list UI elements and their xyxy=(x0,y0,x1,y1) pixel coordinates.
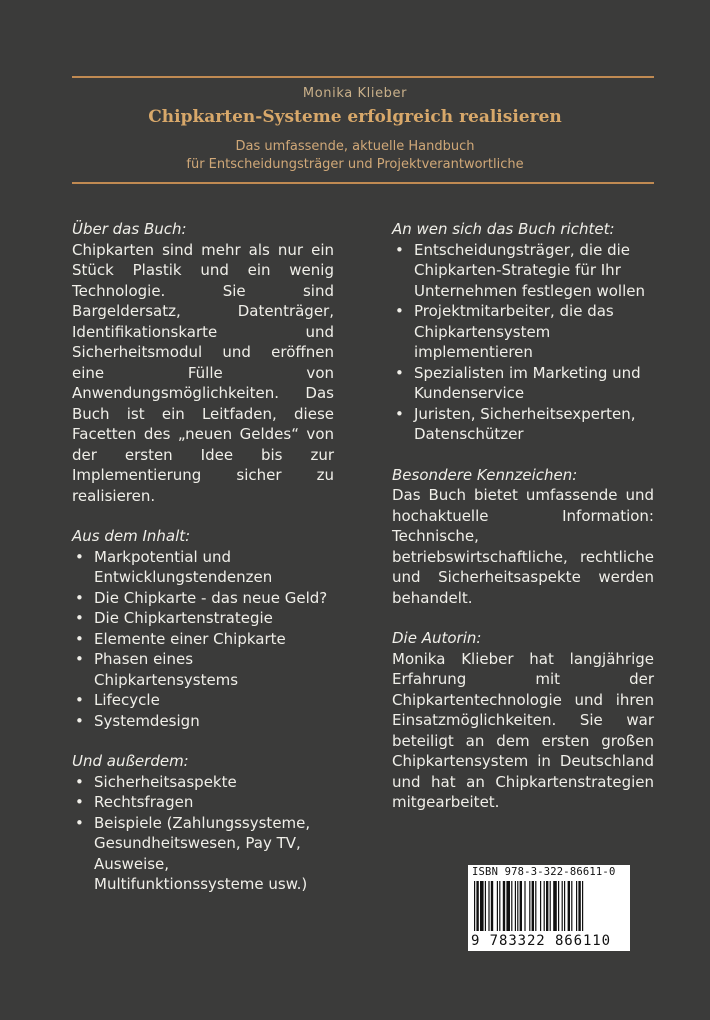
top-rule xyxy=(72,76,654,78)
author-heading: Die Autorin: xyxy=(392,629,482,647)
barcode-bar xyxy=(576,881,577,931)
isbn-label: ISBN 978-3-322-86611-0 xyxy=(472,866,616,878)
about-section xyxy=(72,219,334,506)
barcode-bar xyxy=(491,881,493,931)
barcode-bar xyxy=(503,881,505,931)
author-name: Monika Klieber xyxy=(302,86,408,101)
barcode-bar xyxy=(535,881,536,931)
audience-heading: An wen sich das Buch richtet: xyxy=(392,220,615,238)
list-item: • Sicherheitsaspekte xyxy=(72,772,334,793)
barcode-bar xyxy=(488,881,489,931)
barcode-bar xyxy=(578,881,580,931)
subtitle-line-2: für Entscheidungsträger und Projektverantwortliche xyxy=(186,157,524,172)
barcode-bar xyxy=(568,881,570,931)
barcode-bar xyxy=(485,881,486,931)
barcode-bar xyxy=(558,881,559,931)
barcode-bar xyxy=(480,881,484,931)
book-subtitle xyxy=(0,138,710,174)
author-text: Monika Klieber hat langjährige Erfahrung mit der Chipkartentechnologie und ihren Einsatzmöglichkeiten. Sie war beteiligt an dem ersten großen Chipkartensystem in Deutschland und hat an Chipkartenstrategien mitgearbeitet. xyxy=(392,649,654,811)
extra-list xyxy=(72,772,334,895)
barcode-bar xyxy=(474,881,475,931)
barcode-bar xyxy=(524,881,525,931)
barcode-bar xyxy=(562,881,563,931)
contents-list xyxy=(72,547,334,732)
features-heading: Besondere Kennzeichen: xyxy=(392,465,578,484)
barcode-bar xyxy=(529,881,530,931)
barcode-bar xyxy=(550,881,551,931)
barcode-bar xyxy=(497,881,498,931)
audience-list xyxy=(392,240,654,445)
barcode-bar xyxy=(564,881,565,931)
book-title: Chipkarten-Systeme erfolgreich realisieren xyxy=(148,107,562,127)
about-text: Chipkarten sind mehr als nur ein Stück Plastik und ein wenig Technologie. Sie sind Bargeldersatz, Datenträger, Identifikationskarte und Sicherheitsmodul und eröffnen eine Fülle von Anwendungsmöglichkeiten. Das Buch ist ein Leitfaden, diese Facetten des „neuen Geldes“ von der ersten Idee bis zur Implementierung sicher zu realisieren. xyxy=(72,240,334,505)
isbn-barcode xyxy=(468,865,630,951)
audience-section xyxy=(392,219,654,445)
barcode-bar xyxy=(540,881,541,931)
barcode-bar xyxy=(476,881,478,931)
list-item: • Systemdesign xyxy=(72,711,334,732)
right-column xyxy=(392,219,654,833)
ean-digits: 9 783322 866110 xyxy=(471,933,611,949)
list-item: • Juristen, Sicherheitsexperten, Datenschützer xyxy=(392,404,654,445)
list-item: • Die Chipkarte - das neue Geld? xyxy=(72,588,334,609)
list-item: • Markpotential und Entwicklungstendenzen xyxy=(72,547,334,588)
barcode-bar xyxy=(506,881,510,931)
bottom-rule xyxy=(72,182,654,184)
list-item: • Rechtsfragen xyxy=(72,792,334,813)
list-item: • Beispiele (Zahlungssysteme, Gesundheitswesen, Pay TV, Ausweise, Multifunktionssysteme usw.) xyxy=(72,813,334,895)
barcode-bar xyxy=(520,881,522,931)
barcode-bar xyxy=(517,881,518,931)
contents-section xyxy=(72,526,334,731)
barcode-bar xyxy=(511,881,512,931)
list-item: • Die Chipkartenstrategie xyxy=(72,608,334,629)
features-text: Das Buch bietet umfassende und hochaktuelle Information: Technische, betriebswirtschaftliche, rechtliche und Sicherheitsaspekte werden behandelt. xyxy=(392,486,654,607)
list-item: • Phasen eines Chipkartensystems xyxy=(72,649,334,690)
barcode-bars xyxy=(474,881,624,933)
subtitle-line-1: Das umfassende, aktuelle Handbuch xyxy=(235,139,475,154)
extra-section xyxy=(72,751,334,895)
features-section xyxy=(392,465,654,609)
barcode-bar xyxy=(553,881,557,931)
barcode-bar xyxy=(532,881,534,931)
contents-heading: Aus dem Inhalt: xyxy=(72,527,191,545)
list-item: • Lifecycle xyxy=(72,690,334,711)
barcode-bar xyxy=(499,881,500,931)
about-heading: Über das Buch: xyxy=(72,220,187,238)
list-item: • Spezialisten im Marketing und Kundenservice xyxy=(392,363,654,404)
author-section xyxy=(392,628,654,813)
left-column xyxy=(72,219,334,915)
barcode-bar xyxy=(571,881,572,931)
list-item: • Projektmitarbeiter, die das Chipkartensystem implementieren xyxy=(392,301,654,363)
barcode-bar xyxy=(515,881,516,931)
extra-heading: Und außerdem: xyxy=(72,752,189,770)
list-item: • Elemente einer Chipkarte xyxy=(72,629,334,650)
barcode-bar xyxy=(544,881,545,931)
barcode-bar xyxy=(546,881,548,931)
list-item: • Entscheidungsträger, die die Chipkarten-Strategie für Ihr Unternehmen festlegen wollen xyxy=(392,240,654,302)
barcode-bar xyxy=(582,881,583,931)
